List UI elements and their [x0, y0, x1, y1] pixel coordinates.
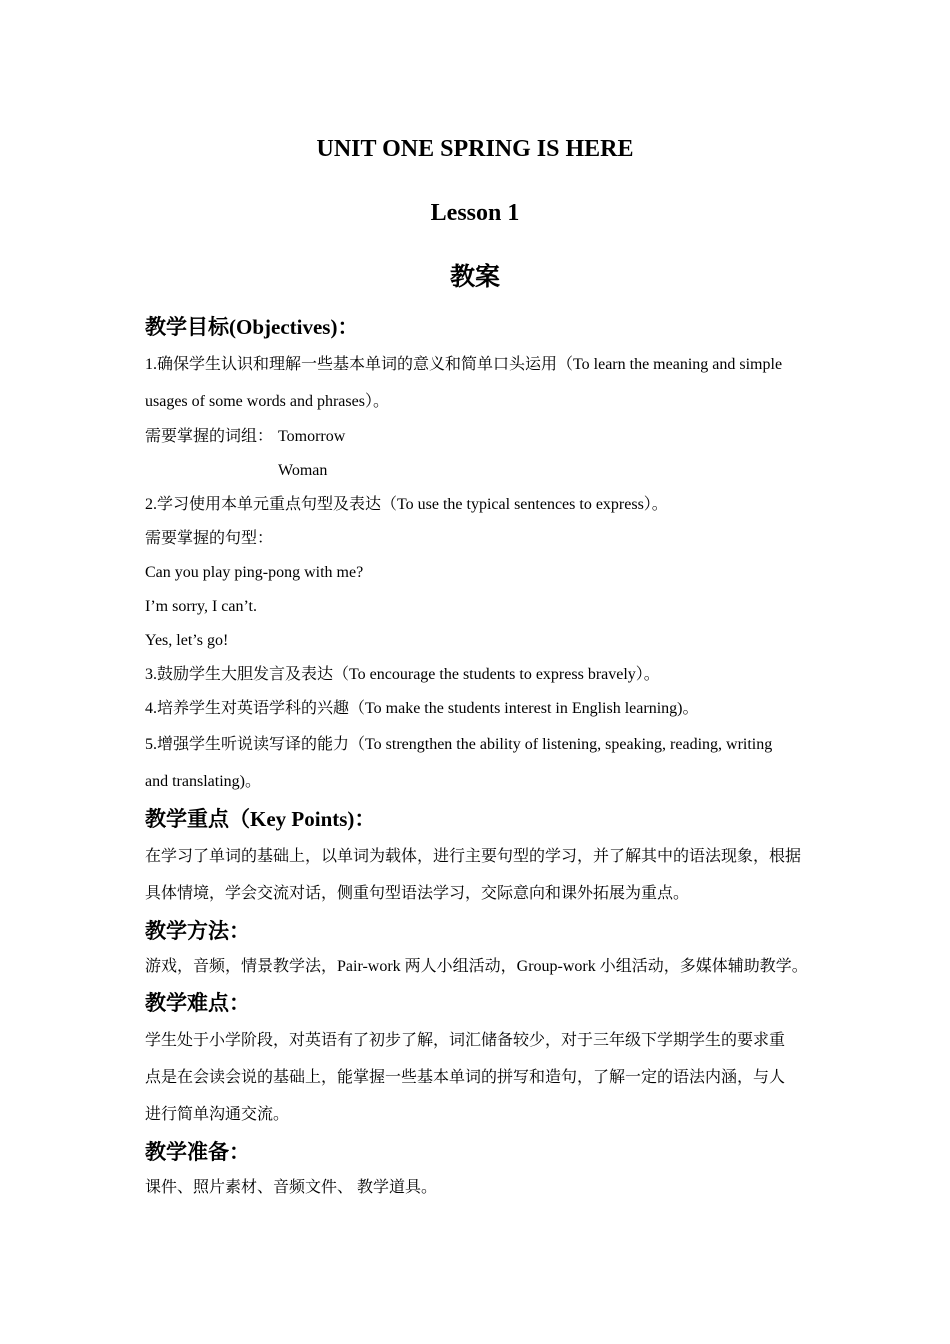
key-points-line: 在学习了单词的基础上，以单词为载体，进行主要句型的学习，并了解其中的语法现象，根据 — [145, 848, 802, 865]
difficulties-line: 点是在会读会说的基础上，能掌握一些基本单词的拼写和造句，了解一定的语法内涵，与人 — [145, 1069, 786, 1086]
phrases-row — [145, 420, 810, 454]
objective-3: 3.鼓励学生大胆发言及表达（To encourage the students to express bravely）。 — [145, 666, 660, 683]
phrase-item: Tomorrow — [278, 428, 346, 445]
objectives-heading: 教学目标(Objectives)： — [145, 315, 359, 339]
phrases-label: 需要掌握的词组： — [145, 428, 274, 445]
sentence-item: Can you play ping-pong with me? — [145, 564, 364, 581]
unit-title: UNIT ONE SPRING IS HERE — [316, 136, 634, 162]
sentences-label: 需要掌握的句型： — [145, 530, 274, 547]
objective-5-line-2: and translating)。 — [145, 773, 261, 790]
preparation-text: 课件、照片素材、音频文件、 教学道具。 — [145, 1179, 438, 1196]
difficulties-line: 进行简单沟通交流。 — [145, 1106, 290, 1123]
difficulties-heading: 教学难点： — [145, 991, 250, 1015]
lesson-plan-label: 教案 — [449, 264, 500, 291]
objective-2: 2.学习使用本单元重点句型及表达（To use the typical sentences to express）。 — [145, 496, 668, 513]
sentence-item: I’m sorry, I can’t. — [145, 598, 257, 615]
objective-1-line-2: usages of some words and phrases）。 — [145, 393, 389, 410]
difficulties-line: 学生处于小学阶段，对英语有了初步了解，词汇储备较少，对于三年级下学期学生的要求重 — [145, 1032, 786, 1049]
lesson-title: Lesson 1 — [430, 200, 520, 226]
phrase-item: Woman — [278, 462, 328, 479]
methods-heading: 教学方法： — [145, 919, 250, 943]
key-points-heading: 教学重点（Key Points)： — [145, 807, 376, 831]
preparation-heading: 教学准备： — [145, 1140, 250, 1164]
objective-5-line-1: 5.增强学生听说读写译的能力（To strengthen the ability of listening, speaking, reading, writing — [145, 736, 773, 753]
methods-text: 游戏，音频，情景教学法，Pair-work 两人小组活动，Group-work 小组活动，多媒体辅助教学。 — [145, 958, 808, 975]
objective-4: 4.培养学生对英语学科的兴趣（To make the students interest in English learning)。 — [145, 700, 699, 717]
sentence-item: Yes, let’s go! — [145, 632, 229, 649]
objective-1-line-1: 1.确保学生认识和理解一些基本单词的意义和简单口头运用（To learn the meaning and simple — [145, 356, 783, 373]
key-points-line: 具体情境，学会交流对话，侧重句型语法学习，交际意向和课外拓展为重点。 — [145, 885, 690, 902]
document-body — [145, 308, 810, 1205]
